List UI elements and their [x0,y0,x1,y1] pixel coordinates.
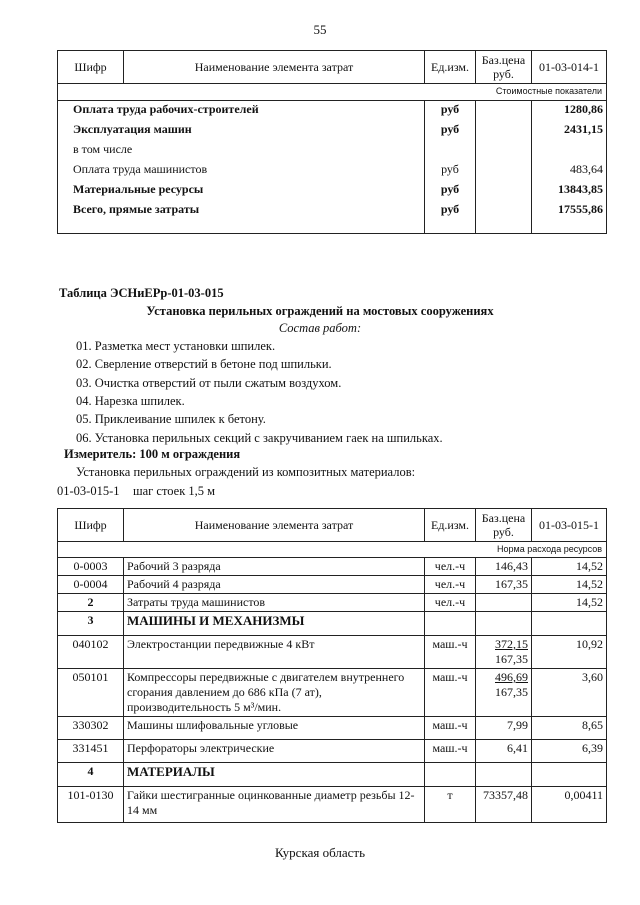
cost-indicators-table [57,50,607,234]
row-norm: 0,00411 [532,787,607,823]
section-title: Установка перильных ограждений на мостовых сооружениях [146,304,494,318]
row-unit [425,763,476,787]
row-unit: маш.-ч [425,669,476,717]
base-price-value: 372,15 [495,637,528,651]
header-code: Шифр [58,509,124,542]
work-step: 03. Очистка отверстий от пыли сжатым воздухом. [76,375,342,390]
row-norm: 14,52 [532,558,607,576]
row-unit: чел.-ч [425,594,476,612]
base-price-value: 146,43 [495,559,528,573]
header-unit: Ед.изм. [425,509,476,542]
item-code: 01-03-015-1 [57,484,120,498]
row-base-price [476,201,532,234]
table-row [58,717,607,740]
row-value [532,141,607,161]
row-value: 1280,86 [532,101,607,121]
table-row [58,181,607,201]
table-row [58,558,607,576]
subheader: Норма расхода ресурсов [58,542,607,558]
base-price-value: 167,35 [495,577,528,591]
row-code: 3 [58,612,124,636]
intro: Установка перильных ограждений из композитных материалов: [76,465,416,479]
row-unit [425,141,476,161]
row-code: 040102 [58,636,124,669]
row-value: 17555,86 [532,201,607,234]
row-code: 2 [58,594,124,612]
row-code: 0-0004 [58,576,124,594]
row-base-price [476,141,532,161]
machinist-price-value: 167,35 [495,652,528,666]
table-row [58,121,607,141]
table-row [58,669,607,717]
header-base-price: Баз.цена руб. [476,51,532,84]
row-unit: руб [425,161,476,181]
row-value: 2431,15 [532,121,607,141]
row-unit: руб [425,201,476,234]
row-unit: руб [425,121,476,141]
row-code: 330302 [58,717,124,740]
row-base-price [476,101,532,121]
row-code: 331451 [58,740,124,763]
table-row [58,740,607,763]
row-base-price [476,740,532,763]
row-base-price [476,787,532,823]
meter: Измеритель: 100 м ограждения [64,447,241,461]
row-name: Гайки шестигранные оцинкованные диаметр резьбы 12-14 мм [124,787,425,823]
header-item: 01-03-014-1 [532,51,607,84]
row-value: 13843,85 [532,181,607,201]
composition-label: Состав работ: [278,321,362,335]
header-name: Наименование элемента затрат [124,51,425,84]
row-value: 483,64 [532,161,607,181]
table-row [58,101,607,121]
row-base-price [476,121,532,141]
row-base-price [476,669,532,717]
row-norm: 14,52 [532,576,607,594]
row-norm [532,763,607,787]
row-name: Оплата труда рабочих-строителей [73,102,259,116]
row-unit: маш.-ч [425,636,476,669]
row-base-price [476,717,532,740]
page-number: 55 [313,22,327,37]
row-unit: маш.-ч [425,740,476,763]
table-row [58,141,607,161]
row-name-cell [58,101,425,121]
row-base-price [476,636,532,669]
row-unit: руб [425,181,476,201]
header-unit: Ед.изм. [425,51,476,84]
subheader: Стоимостные показатели [58,84,607,101]
work-step: 04. Нарезка шпилек. [76,393,185,408]
base-price-value: 6,41 [507,741,528,755]
header-item: 01-03-015-1 [532,509,607,542]
row-name-cell [58,121,425,141]
row-base-price [476,161,532,181]
row-name: Оплата труда машинистов [73,161,208,176]
row-name: Затраты труда машинистов [124,594,425,612]
base-price-value: 496,69 [495,670,528,684]
header-name: Наименование элемента затрат [124,509,425,542]
row-norm: 14,52 [532,594,607,612]
table-row [58,201,607,234]
row-norm: 3,60 [532,669,607,717]
table-row [58,612,607,636]
row-unit: маш.-ч [425,717,476,740]
base-price-value: 73357,48 [483,788,528,802]
table-row [58,161,607,181]
row-unit: чел.-ч [425,558,476,576]
row-norm: 6,39 [532,740,607,763]
item-desc: шаг стоек 1,5 м [133,484,216,498]
table-row [58,763,607,787]
row-name-cell [58,201,425,234]
row-base-price [476,763,532,787]
row-norm: 10,92 [532,636,607,669]
row-name: Перфораторы электрические [124,740,425,763]
row-name: Машины шлифовальные угловые [124,717,425,740]
row-base-price [476,576,532,594]
row-code: 0-0003 [58,558,124,576]
row-name: Материальные ресурсы [73,181,204,196]
row-base-price [476,181,532,201]
work-step: 05. Приклеивание шпилек к бетону. [76,412,266,427]
row-name-cell [58,141,425,161]
row-unit: руб [425,101,476,121]
header-code: Шифр [58,51,124,84]
header-base-price: Баз.цена руб. [476,509,532,542]
table-row [58,576,607,594]
row-name: Всего, прямые затраты [73,201,200,216]
row-code: 101-0130 [58,787,124,823]
table-id: Таблица ЭСНиЕРр-01-03-015 [59,286,224,300]
row-name-cell [58,161,425,181]
row-name: Эксплуатация машин [73,121,192,136]
row-name: Рабочий 4 разряда [124,576,425,594]
table-row [58,594,607,612]
row-name: Компрессоры передвижные с двигателем внутреннего сгорания давлением до 686 кПа (7 ат), производительность 5 м³/мин. [124,669,425,717]
row-norm: 8,65 [532,717,607,740]
base-price-value: 7,99 [507,718,528,732]
row-base-price [476,558,532,576]
row-name: в том числе [73,141,133,156]
row-base-price [476,612,532,636]
row-name: МАТЕРИАЛЫ [124,763,425,787]
row-code: 4 [58,763,124,787]
machinist-price-value: 167,35 [495,685,528,699]
row-name-cell [58,181,425,201]
table-row [58,636,607,669]
row-base-price [476,594,532,612]
footer: Курская область [274,845,365,860]
resource-norms-table [57,508,607,823]
work-step: 01. Разметка мест установки шпилек. [76,339,276,353]
row-name: МАШИНЫ И МЕХАНИЗМЫ [124,612,425,636]
work-step: 06. Установка перильных секций с закручиванием гаек на шпильках. [76,430,443,445]
row-name: Электростанции передвижные 4 кВт [124,636,425,669]
row-unit [425,612,476,636]
row-unit: чел.-ч [425,576,476,594]
row-code: 050101 [58,669,124,717]
row-unit: т [425,787,476,823]
table-row [58,787,607,823]
row-name: Рабочий 3 разряда [124,558,425,576]
work-step: 02. Сверление отверстий в бетоне под шпильки. [76,357,332,372]
row-norm [532,612,607,636]
